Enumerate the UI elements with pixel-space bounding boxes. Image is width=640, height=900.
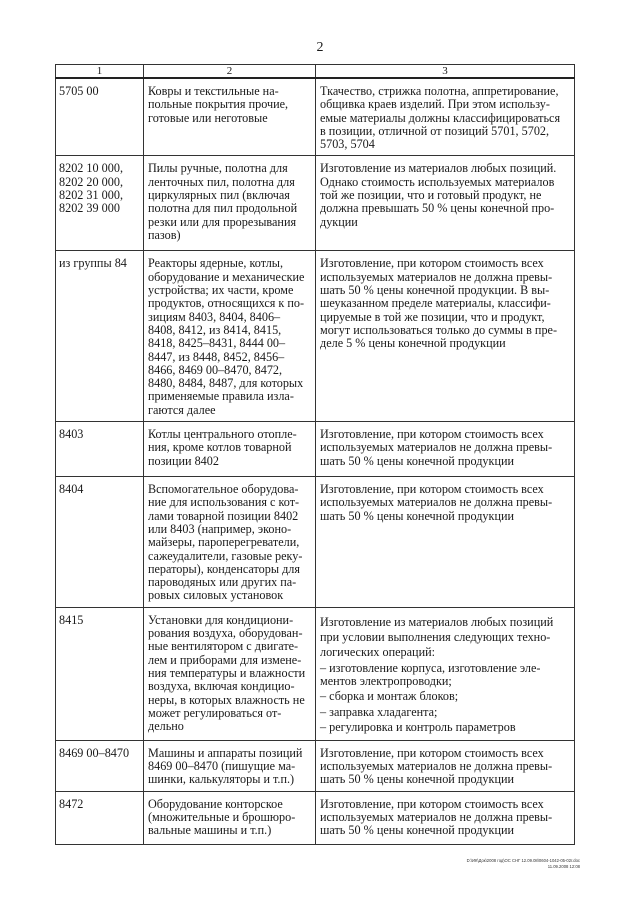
condition-line: Изготовление, при котором стоимость всех	[320, 482, 544, 497]
code-cell	[56, 477, 144, 608]
code-cell	[56, 791, 144, 844]
description-line: 8418, 8425–8431, 8444 00–	[148, 336, 286, 351]
description-cell	[144, 251, 316, 422]
description-line: ния, кроме котлов товарной	[148, 440, 292, 455]
condition-cell	[316, 740, 575, 791]
code-line: 8472	[59, 796, 84, 811]
table-row	[56, 607, 575, 740]
condition-line: используемых материалов не должна превы-	[320, 495, 553, 510]
description-line: зициям 8403, 8404, 8406–	[148, 309, 281, 324]
condition-line: Ткачество, стрижка полотна, аппретирование,	[320, 84, 559, 98]
column-header-code: 1	[56, 65, 144, 79]
condition-line: Изготовление, при котором стоимость всех	[320, 427, 544, 442]
description-line: оборудование и механические	[148, 269, 305, 284]
description-cell	[144, 607, 316, 740]
code-line: 8202 31 000,	[59, 188, 123, 203]
description-line: вальные машины и т.п.)	[148, 823, 272, 838]
table-header-row	[56, 65, 575, 79]
condition-line: Однако стоимость используемых материалов	[320, 174, 555, 189]
condition-line: используемых материалов не должна превы-	[320, 759, 553, 774]
table-row	[56, 156, 575, 251]
code-cell	[56, 251, 144, 422]
operation-item: – заправка хладагента;	[320, 704, 438, 719]
code-line: 8469 00–8470	[59, 745, 130, 760]
condition-line: шать 50 % цены конечной продукции	[320, 453, 515, 468]
table-row	[56, 740, 575, 791]
description-line: Установки для кондициони-	[148, 612, 294, 627]
condition-cell	[316, 78, 575, 156]
description-cell	[144, 791, 316, 844]
condition-line: логических операций:	[320, 645, 436, 660]
description-line: лами товарной позиции 8402	[148, 508, 299, 523]
condition-line: шеуказанном пределе материалы, классифи-	[320, 296, 551, 311]
code-line: из группы 84	[59, 256, 127, 271]
description-line: пароводяных или других па-	[148, 575, 297, 590]
description-line: (множительные и брошюро-	[148, 809, 296, 824]
description-cell	[144, 422, 316, 477]
condition-cell	[316, 477, 575, 608]
condition-line: дукции	[320, 214, 358, 229]
operation-item-continuation: ментов электропроводки;	[320, 673, 452, 688]
condition-line: используемых материалов не должна превы-	[320, 809, 553, 824]
description-line: Оборудование конторское	[148, 796, 283, 811]
footer-file-path: D:\ИК\Док\2008 год\ОС СНГ 12.09.08\0604-1042-05-02г.doc	[466, 858, 580, 863]
condition-line: общивка краев изделий. При этом использу-	[320, 97, 550, 112]
condition-line: при условии выполнения следующих техно-	[320, 630, 551, 645]
condition-line: используемых материалов не должна превы-	[320, 269, 553, 284]
description-line: 8469 00–8470 (пишущие ма-	[148, 759, 296, 774]
description-line: ровых силовых установок	[148, 588, 284, 603]
table-row	[56, 251, 575, 422]
description-line: готовые или неготовые	[148, 110, 268, 125]
column-header-description: 2	[144, 65, 316, 79]
condition-line: шать 50 % цены конечной продукции	[320, 508, 515, 523]
description-line: пазов)	[148, 227, 181, 242]
table-row	[56, 477, 575, 608]
condition-line: шать 50 % цены конечной продукции	[320, 823, 515, 838]
description-line: 8408, 8412, из 8414, 8415,	[148, 322, 282, 337]
code-line: 8202 39 000	[59, 201, 120, 216]
condition-cell	[316, 791, 575, 844]
code-cell	[56, 156, 144, 251]
description-line: лем и приборами для измене-	[148, 652, 302, 667]
description-line: ператоры), конденсаторы для	[148, 561, 300, 576]
description-line: дельно	[148, 719, 184, 734]
condition-line: 5703, 5704	[320, 137, 375, 152]
code-line: 8202 20 000,	[59, 174, 123, 189]
condition-line: Изготовление из материалов любых позиций	[320, 614, 554, 629]
condition-line: шать 50 % цены конечной продукции. В вы-	[320, 283, 550, 298]
table-row	[56, 422, 575, 477]
description-line: ния температуры и влажности	[148, 665, 306, 680]
condition-line: могут использоваться только до суммы в пре-	[320, 322, 558, 337]
description-cell	[144, 156, 316, 251]
description-line: или 8403 (например, эконо-	[148, 521, 292, 536]
condition-line: Изготовление из материалов любых позиций.	[320, 161, 557, 176]
column-header-condition: 3	[316, 65, 575, 79]
condition-line: цируемые в той же позиции, что и продукт,	[320, 309, 545, 324]
description-line: продуктов, относящихся к по-	[148, 296, 305, 311]
condition-line: шать 50 % цены конечной продукции	[320, 772, 515, 787]
description-line: шинки, калькуляторы и т.п.)	[148, 772, 295, 787]
code-line: 8415	[59, 612, 84, 627]
description-line: циркулярных пил (включая	[148, 188, 290, 203]
code-cell	[56, 422, 144, 477]
description-line: Пилы ручные, полотна для	[148, 161, 288, 176]
description-cell	[144, 78, 316, 156]
description-line: ленточных пил, полотна для	[148, 174, 295, 189]
operation-item: – изготовление корпуса, изготовление эле-	[320, 660, 541, 675]
description-line: ные вентилятором с двигате-	[148, 639, 299, 654]
description-line: позиции 8402	[148, 453, 219, 468]
description-line: воздуха, включая кондицио-	[148, 679, 295, 694]
condition-cell	[316, 156, 575, 251]
page-number: 2	[316, 40, 324, 55]
description-line: применяемые правила изла-	[148, 389, 294, 404]
description-line: Ковры и текстильные на-	[148, 84, 279, 98]
description-line: Реакторы ядерные, котлы,	[148, 256, 284, 271]
description-line: рования воздуха, оборудован-	[148, 626, 303, 641]
code-line: 8403	[59, 427, 84, 442]
condition-line: емые материалы должны классифицироваться	[320, 110, 561, 125]
condition-line: Изготовление, при котором стоимость всех	[320, 745, 544, 760]
description-line: неры, в которых влажность не	[148, 692, 305, 707]
code-line: 5705 00	[59, 84, 99, 98]
operation-item: – сборка и монтаж блоков;	[320, 689, 459, 704]
description-line: сажеудалители, газовые реку-	[148, 548, 303, 563]
condition-line: Изготовление, при котором стоимость всех	[320, 256, 544, 271]
description-line: 8480, 8484, 8487, для которых	[148, 376, 304, 391]
description-line: 8466, 8469 00–8470, 8472,	[148, 362, 283, 377]
condition-cell	[316, 251, 575, 422]
description-line: полотна для пил продольной	[148, 201, 298, 216]
description-cell	[144, 477, 316, 608]
code-cell	[56, 78, 144, 156]
description-line: Котлы центрального отопле-	[148, 427, 297, 442]
footer-timestamp: 11.09.2008 12:08	[547, 864, 580, 869]
operation-item: – регулировка и контроль параметров	[320, 719, 516, 734]
description-line: 8447, из 8448, 8452, 8456–	[148, 349, 285, 364]
description-line: устройства; их части, кроме	[148, 283, 294, 298]
condition-line: Изготовление, при котором стоимость всех	[320, 796, 544, 811]
condition-line: той же позиции, что и готовый продукт, не	[320, 188, 542, 203]
condition-line: используемых материалов не должна превы-	[320, 440, 553, 455]
condition-cell	[316, 422, 575, 477]
table-row	[56, 78, 575, 156]
document-footer	[380, 858, 580, 870]
rules-table	[55, 64, 575, 845]
description-line: гаются далее	[148, 402, 216, 417]
description-line: ние для использования с кот-	[148, 495, 300, 510]
condition-cell	[316, 607, 575, 740]
description-line: Машины и аппараты позиций	[148, 745, 303, 760]
table-row	[56, 791, 575, 844]
code-cell	[56, 740, 144, 791]
condition-line: должна превышать 50 % цены конечной про-	[320, 201, 555, 216]
code-line: 8404	[59, 482, 84, 497]
condition-line: деле 5 % цены конечной продукции	[320, 336, 506, 351]
condition-line: в позиции, отличной от позиций 5701, 5702,	[320, 123, 550, 138]
description-line: может регулироваться от-	[148, 705, 282, 720]
description-line: Вспомогательное оборудова-	[148, 482, 299, 497]
description-line: польные покрытия прочие,	[148, 97, 289, 112]
code-cell	[56, 607, 144, 740]
description-line: майзеры, пароперегреватели,	[148, 535, 300, 550]
description-cell	[144, 740, 316, 791]
description-line: резки или для прорезывания	[148, 214, 297, 229]
code-line: 8202 10 000,	[59, 161, 123, 176]
